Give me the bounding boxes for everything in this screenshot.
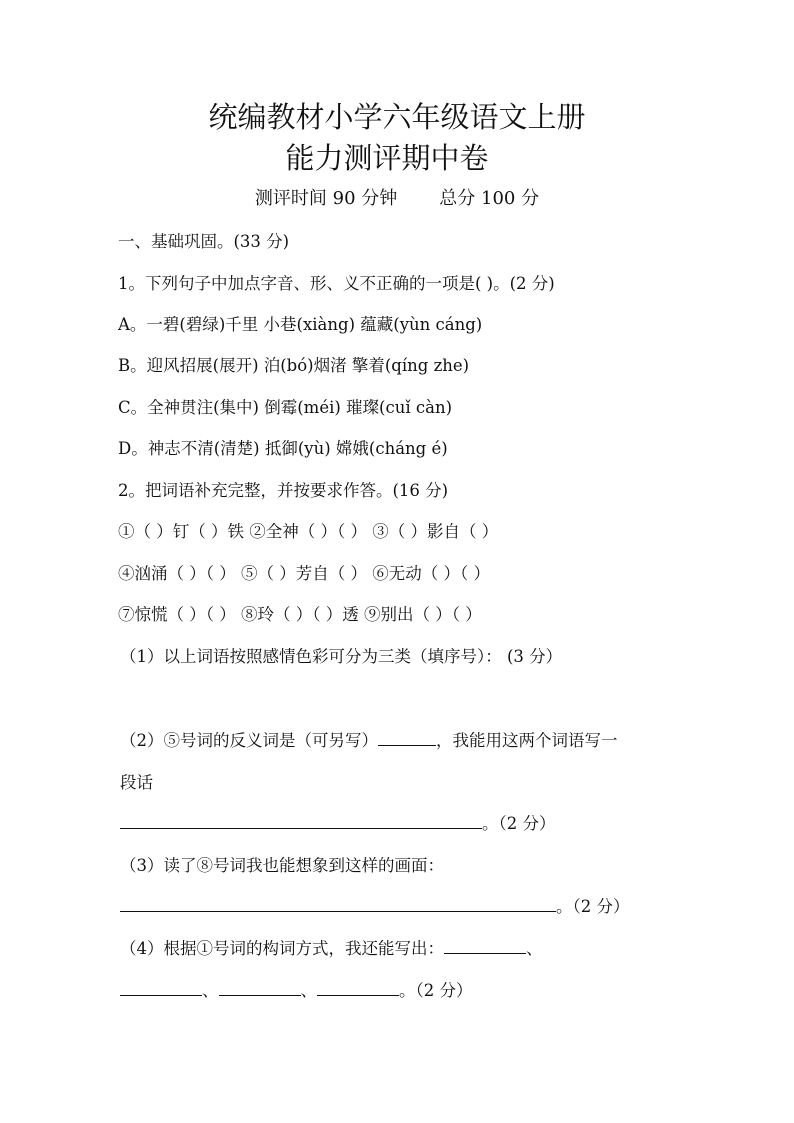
word-answer-blank-2[interactable] <box>120 994 202 996</box>
exam-subtitle-text: 能力测评期中卷 <box>285 141 489 175</box>
q2-sub2-score: 。（2 分） <box>482 814 556 833</box>
q2-sub2 <box>120 733 618 750</box>
q2-sub2-answer-line <box>120 816 556 833</box>
q2-sub4-text: （4）根据①号词的构词方式，我还能写出： <box>120 939 444 958</box>
q1-option-c: C。全神贯注(集中) 倒霉(méi) 璀璨(cuǐ càn) <box>118 398 453 417</box>
q2-sub1: （1）以上词语按照感情色彩可分为三类（填序号）： (3 分） <box>120 647 563 666</box>
q2-sub2-continued: 段话 <box>120 773 153 792</box>
q2-sub3: （3）读了⑧号词我也能想象到这样的画面： <box>120 856 444 875</box>
q2-row-2: ④汹涌（ ）（ ） ⑤（ ）芳自（ ） ⑥无动（ ）（ ） <box>118 564 490 583</box>
q1-option-a: A。一碧(碧绿)千里 小巷(xiàng) 蕴藏(yùn cáng) <box>118 315 483 334</box>
q2-sub4-score: 。（2 分） <box>399 981 473 1000</box>
word-answer-blank-3[interactable] <box>219 994 301 996</box>
exam-time: 测评时间 90 分钟 <box>254 188 398 209</box>
q2-sub2-text-b: ，我能用这两个词语写一 <box>436 731 618 750</box>
exam-title: 统编教材小学六年级语文上册 <box>208 100 586 134</box>
exam-total-score: 总分 100 分 <box>439 188 540 209</box>
paragraph-answer-blank[interactable] <box>120 827 482 829</box>
word-answer-blank-1[interactable] <box>444 952 526 954</box>
exam-subtitle <box>0 141 794 175</box>
q2-sub2-text-a: （2）⑤号词的反义词是（可另写） <box>120 731 378 750</box>
q2-sub4-sep-3: 、 <box>300 981 317 1000</box>
q1-option-b: B。迎风招展(展开) 泊(bó)烟渚 擎着(qíng zhe) <box>118 356 470 375</box>
q2-sub3-score: 。（2 分） <box>556 897 630 916</box>
section-heading: 一、基础巩固。(33 分) <box>118 232 290 251</box>
q2-row-1: ①（ ）钉（ ）铁 ②全神（ ）（ ） ③（ ）影自（ ） <box>118 522 499 541</box>
q2-sub4-answer-line <box>120 983 473 1000</box>
q2-sub4-sep-2: 、 <box>202 981 219 1000</box>
q2-sub4 <box>120 941 543 958</box>
q2-sub3-answer-line <box>120 899 630 916</box>
antonym-answer-blank[interactable] <box>378 744 436 746</box>
q2-sub4-sep-1: 、 <box>526 939 543 958</box>
q2-row-3: ⑦惊慌（ ）（ ） ⑧玲（ ）（ ）透 ⑨别出（ ）（ ） <box>118 605 482 624</box>
imagery-answer-blank[interactable] <box>120 910 556 912</box>
q1-stem: 1。下列句子中加点字音、形、义不正确的一项是( )。(2 分) <box>118 274 555 293</box>
word-answer-blank-4[interactable] <box>317 994 399 996</box>
q2-stem: 2。把词语补充完整，并按要求作答。(16 分) <box>118 481 449 500</box>
q1-option-d: D。神志不清(清楚) 抵御(yù) 嫦娥(cháng é) <box>118 439 448 458</box>
exam-info <box>0 190 794 208</box>
